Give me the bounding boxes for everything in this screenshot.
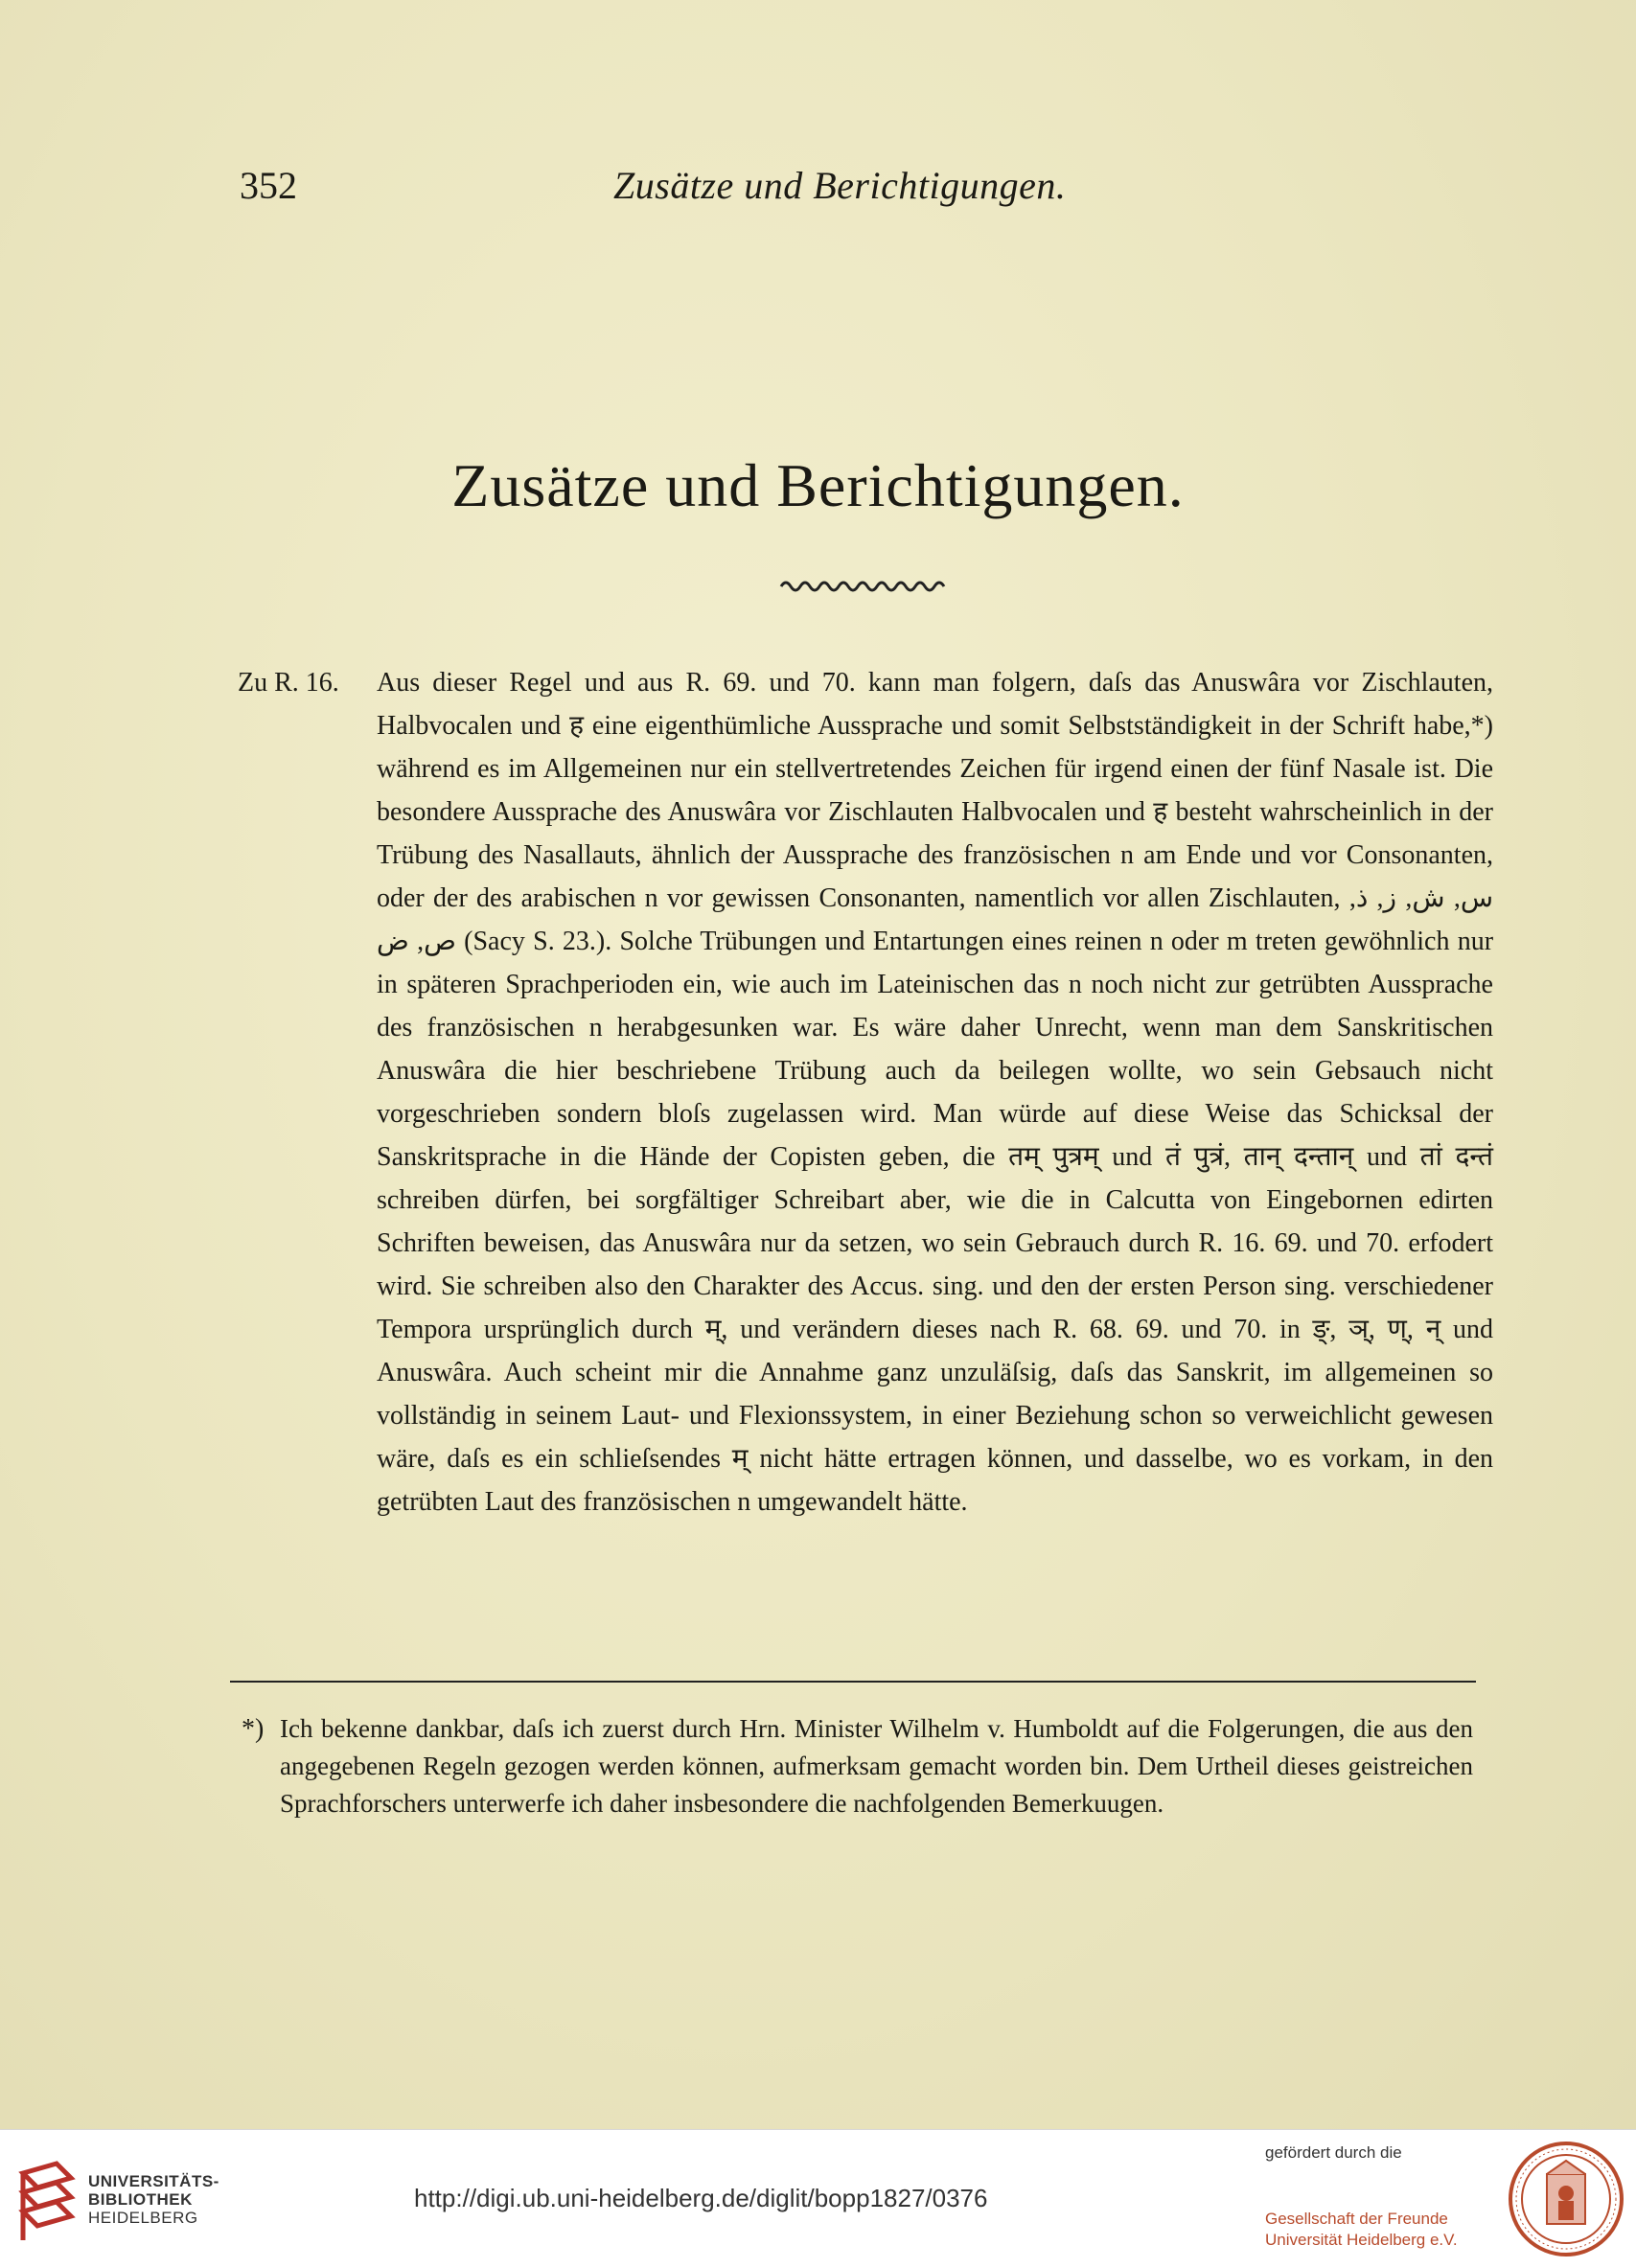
society-name[interactable] [1265, 2209, 1458, 2251]
library-name-line: HEIDELBERG [88, 2209, 198, 2227]
entry-label: Zu R. 16. [238, 668, 339, 698]
page-header [240, 163, 1486, 220]
library-logo-icon[interactable] [13, 2159, 81, 2245]
library-name[interactable] [88, 2172, 219, 2227]
footnote-text: Ich bekenne dankbar, daſs ich zuerst durch Hrn. Minister Wilhelm v. Humboldt auf die Folgerungen, die aus den angegebenen Regeln gezogen werden können, aufmerksam gemacht worden bin. Dem Urtheil dieses geistreichen Sprachforschers unterwerfe ich daher insbesondere die nachfolgenden Bemerkuugen. [280, 1714, 1473, 1818]
library-name-line: BIBLIOTHEK [88, 2190, 193, 2209]
footnote-rule [230, 1681, 1476, 1683]
entry-paragraph: Aus dieser Regel und aus R. 69. und 70. kann man folgern, daſs das Anuswâra vor Zischlauten, Halbvocalen und ह eine eigenthümliche Aussprache und somit Selbstständigkeit in der Schrift habe,*) während es im Allgemeinen nur ein stellvertretendes Zeichen für irgend einen der fünf Nasale ist. Die besondere Aussprache des Anuswâra vor Zischlauten Halbvocalen und ह besteht wahrscheinlich in der Trübung des Nasallauts, ähnlich der Aussprache des französischen n am Ende und vor Consonanten, oder der des arabischen n vor gewissen Consonanten, namentlich vor allen Zischlauten, س, ش, ز, ذ, ص, ض (Sacy S. 23.). Solche Trübungen und Entartungen eines reinen n oder m treten gewöhnlich nur in späteren Sprachperioden ein, wie auch im Lateinischen das n noch nicht zur getrübten Aussprache des französischen n herabgesunken war. Es wäre daher Unrecht, wenn man dem Sanskritischen Anuswâra die hier beschriebene Trübung auch da beilegen wollte, wo sein Gebsauch nicht vorgeschrieben sondern bloſs zugelassen wird. Man würde auf diese Weise das Schicksal der Sanskritsprache in die Hände der Copisten geben, die तम् पुत्रम् und तं पुत्रं, तान् दन्तान् und तां दन्तं schreiben dürfen, bei sorgfältiger Schreibart aber, wie die in Calcutta von Eingebornen edirten Schriften beweisen, das Anuswâra nur da setzen, wo sein Gebrauch durch R. 16. 69. und 70. erfodert wird. Sie schreiben also den Charakter des Accus. sing. und den der ersten Person sing. verschiedener Tempora ursprünglich durch म्, und verändern dieses nach R. 68. 69. und 70. in ङ्, ञ्, ण्, न् und Anuswâra. Auch scheint mir die Annahme ganz unzuläſsig, daſs das Sanskrit, im allgemeinen so vollständig in seinem Laut- und Flexionssystem, in einer Beziehung schon so verweichlicht gewesen wäre, daſs es ein schlieſsendes म् nicht hätte ertragen können, und dasselbe, wo es vorkam, in den getrübten Laut des französischen n umgewandelt hätte. [377, 668, 1494, 1517]
entry-body [377, 661, 1493, 1523]
running-head: Zusätze und Berichtigungen. [613, 164, 1067, 207]
document-url[interactable]: http://digi.ub.uni-heidelberg.de/diglit/bopp1827/0376 [414, 2184, 988, 2212]
page-title: Zusätze und Berichtigungen. [451, 451, 1185, 519]
library-name-line: UNIVERSITÄTS- [88, 2172, 219, 2190]
ornament-divider [779, 575, 952, 598]
university-seal-icon[interactable] [1507, 2140, 1625, 2258]
funded-by-label: gefördert durch die [1265, 2143, 1402, 2162]
page-number: 352 [240, 164, 297, 207]
footnote-mark: *) [242, 1714, 265, 1744]
society-name-line: Universität Heidelberg e.V. [1265, 2231, 1458, 2249]
viewer-footer [0, 2129, 1636, 2268]
society-name-line: Gesellschaft der Freunde [1265, 2210, 1448, 2228]
